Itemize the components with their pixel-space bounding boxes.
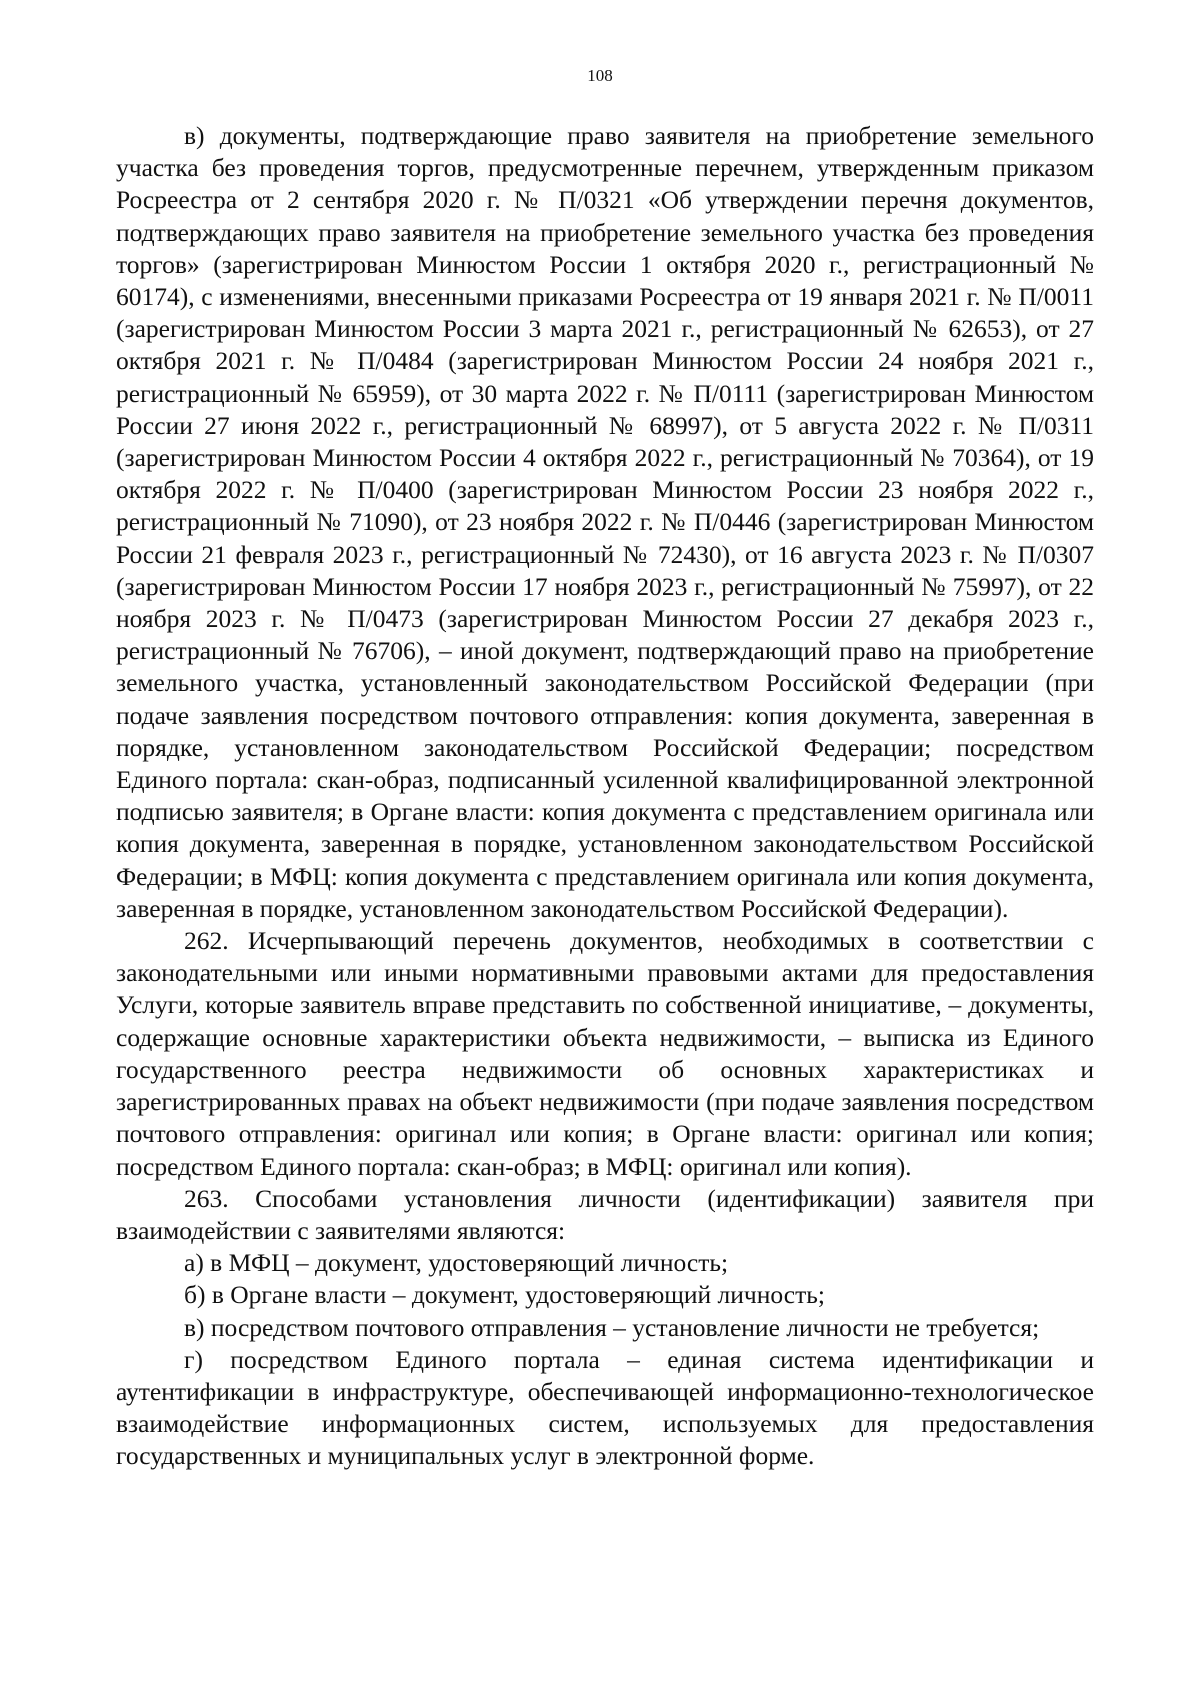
list-item-v-postal: в) посредством почтового отправления – установление личности не требуется;: [184, 1312, 1040, 1342]
document-body: [116, 120, 1094, 1473]
list-item-b-authority: б) в Органе власти – документ, удостоверяющий личность;: [184, 1280, 825, 1310]
paragraph-262-additional-documents: 262. Исчерпывающий перечень документов, необходимых в соответствии с законодательными или иными нормативными правовыми актами для предоставления Услуги, которые заявитель вправе представить по собственной инициативе, – документы, содержащие основные характеристики объекта недвижимости, – выписка из Единого государственного реестра недвижимости об основных характеристиках и зарегистрированных правах на объект недвижимости (при подаче заявления посредством почтового отправления: оригинал или копия; в Органе власти: оригинал или копия; посредством Единого портала: скан-образ; в МФЦ: оригинал или копия).: [116, 926, 1094, 1181]
page-number: 108: [587, 66, 613, 85]
paragraph-item-v-documents: в) документы, подтверждающие право заявителя на приобретение земельного участка без проведения торгов, предусмотренные перечнем, утвержденным приказом Росреестра от 2 сентября 2020 г. № П/0321 «Об утверждении перечня документов, подтверждающих право заявителя на приобретение земельного участка без проведения торгов» (зарегистрирован Минюстом России 1 октября 2020 г., регистрационный № 60174), с изменениями, внесенными приказами Росреестра от 19 января 2021 г. № П/0011 (зарегистрирован Минюстом России 3 марта 2021 г., регистрационный № 62653), от 27 октября 2021 г. № П/0484 (зарегистрирован Минюстом России 24 ноября 2021 г., регистрационный № 65959), от 30 марта 2022 г. № П/0111 (зарегистрирован Минюстом России 27 июня 2022 г., регистрационный № 68997), от 5 августа 2022 г. № П/0311 (зарегистрирован Минюстом России 4 октября 2022 г., регистрационный № 70364), от 19 октября 2022 г. № П/0400 (зарегистрирован Минюстом России 23 ноября 2022 г., регистрационный № 71090), от 23 ноября 2022 г. № П/0446 (зарегистрирован Минюстом России 21 февраля 2023 г., регистрационный № 72430), от 16 августа 2023 г. № П/0307 (зарегистрирован Минюстом России 17 ноября 2023 г., регистрационный № 75997), от 22 ноября 2023 г. № П/0473 (зарегистрирован Минюстом России 27 декабря 2023 г., регистрационный № 76706), – иной документ, подтверждающий право на приобретение земельного участка, установленный законодательством Российской Федерации (при подаче заявления посредством почтового отправления: копия документа, заверенная в порядке, установленном законодательством Российской Федерации; посредством Единого портала: скан-образ, подписанный усиленной квалифицированной электронной подписью заявителя; в Органе власти: копия документа с представлением оригинала или копия документа, заверенная в порядке, установленном законодательством Российской Федерации; в МФЦ: копия документа с представлением оригинала или копия документа, заверенная в порядке, установленном законодательством Российской Федерации).: [116, 121, 1094, 923]
paragraph-263-identification-methods: 263. Способами установления личности (идентификации) заявителя при взаимодействии с заявителями являются:: [116, 1183, 1094, 1245]
list-item-a-mfc: а) в МФЦ – документ, удостоверяющий личность;: [184, 1248, 729, 1278]
list-item-g-portal: г) посредством Единого портала – единая система идентификации и аутентификации в инфраструктуре, обеспечивающей информационно-технологическое взаимодействие информационных систем, используемых для предоставления государственных и муниципальных услуг в электронной форме.: [116, 1344, 1094, 1471]
